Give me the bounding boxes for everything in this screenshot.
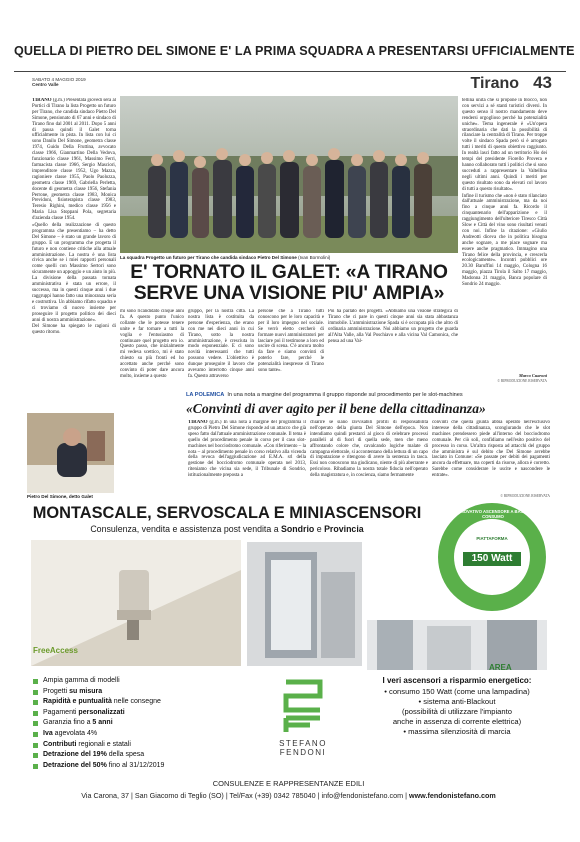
team-photo bbox=[120, 96, 458, 253]
energy-bullet: • consumo 150 Watt (come una lampadina) bbox=[384, 687, 530, 696]
ad-feature: Detrazione del 50% fino al 31/12/2019 bbox=[31, 761, 221, 772]
ad-feature: Pagamenti personalizzati bbox=[31, 708, 221, 719]
article2-title: «Convinti di aver agito per il bene della cittadinanza» bbox=[186, 401, 486, 416]
logo-name2: FENDONI bbox=[279, 748, 327, 757]
advertisement bbox=[27, 500, 550, 800]
badge-top-text: INNOVATIVO ASCENSORE A BASSO CONSUMO bbox=[456, 509, 530, 519]
article1-column3: gruppo, per la nostra città. La nostra lista è costituita da persone d'esperienza, che erano con me nei dieci anni in cui Tirano, sotto la nostra amministrazione, è cresciuta in modo esponenziale. E ci sono novità interessanti che tutti possono vedere. L'obiettivo è dunque proseguire il lavoro che avevamo interrotto cinque anni fa. Questo attraverso bbox=[188, 309, 254, 379]
energy-bullet: • massima silenziosità di marcia bbox=[403, 727, 511, 736]
ad-feature: Rapidità e puntualità nelle consegne bbox=[31, 697, 221, 708]
fendoni-logo-icon bbox=[280, 678, 326, 734]
ad-subtitle: Consulenza, vendita e assistenza post vendita a Sondrio e Provincia bbox=[90, 524, 364, 534]
ad-contacts: Via Carona, 37 | San Giacomo di Teglio (SO) | Tel/Fax (+39) 0342 785040 | info@fendonistefano.com | www.fendonistefano.com bbox=[81, 791, 496, 800]
energy-bullet: (possibilità di utilizzare l'impianto bbox=[402, 707, 512, 716]
team-photo-caption: La squadra Progetto un futuro per Tirano che candida sindaco Pietro Del Simone (Ivan Bormolini) bbox=[120, 255, 331, 260]
portrait-photo-image bbox=[27, 413, 114, 493]
article2-copyright: © RIPRODUZIONE RISERVATA bbox=[500, 494, 550, 498]
energy-bullet: • sistema anti-Blackout bbox=[418, 697, 496, 706]
article2-kicker-text: In una nota a margine del programma il gruppo risponde sul procedimento per le slot-machines bbox=[227, 392, 463, 398]
fendoni-logo bbox=[263, 678, 343, 768]
elevator-image-1 bbox=[247, 542, 362, 666]
ad-feature: Ampia gamma di modelli bbox=[31, 676, 221, 687]
header-rule bbox=[14, 71, 566, 72]
logo-name1: STEFANO bbox=[279, 739, 327, 748]
ad-feature: Progetti su misura bbox=[31, 687, 221, 698]
page-number: 43 bbox=[533, 73, 552, 92]
article2-tag: LA POLEMICA bbox=[186, 392, 225, 398]
article1-column1: TIRANO (g.m.) Presentata giovedì sera al Portici di Tirano la lista Progetto un futuro per Tirano, che candida sindaco Pietro Del Simone, pensionato di 67 anni e sindaco di Tirano fino dal 2001 al 2011. Dopo 5 anni di pausa quindi il Galet torna ufficialmente in pista. In lista con lui ci sono Danilo Del Simone, geometra classe 1974, Guido Della Fruttina, avvocato classe 1966, Gianmartino Della Vedova, funzionario classe 1961, Massimo Ferri, farmacista classe 1966, Sergio Masciori, imprenditore classe 1952, Ugo Mazza, ragioniere classe 1955, Paolo Paolozza, geometra classe 1969, Gabriella Perletta, docente di geometra classe 1956, Stefania Perrone, geometra classe 1983, Monica Previdoni, fisioterapista classe 1983, Teresio Righini, medico classe 1956 e Maria Lisa Stoppani Pola, segretaria d'azienda classe 1954. «Quello della realizzazione di questo programma che presentiamo – ha detto Del Simone – è stato un grande lavoro di gruppo. E un programma che progetta il futuro e non contiene critiche alla attuale amministrazione. La nostra è una lista civica anche se i miei rapporti personali come quelli con Massimo Sertori sono sicuramente un appoggio e un aiuto in più. La divisione della passata tornata amministrativa è stata un errore, il successo, ma in questi cinque anni i due raggruppi hanno fatto una minoranza seria e costruttiva. Un abbiamo rifatto squadra e ci troviamo di nuovo insieme per proseguire il progetto politico dei dieci anni di nostra amministrazione». Del Simone ha spiegato le ragioni di questo ritorno. bbox=[32, 98, 116, 336]
ad-feature: Iva agevolata 4% bbox=[31, 729, 221, 740]
ad-feature-list bbox=[31, 676, 221, 771]
freeaccess-logo: FreeAccess bbox=[33, 646, 78, 655]
energy-bullet: anche in assenza di corrente elettrica) bbox=[392, 717, 522, 726]
article1-signature: Marco Cuaroni bbox=[518, 373, 547, 378]
elevator-photo-2 bbox=[367, 620, 547, 670]
energy-badge bbox=[435, 500, 550, 615]
ad-tagline: CONSULENZE E RAPPRESENTANZE EDILI bbox=[212, 779, 365, 788]
article2-column3: convinti che quella giunta abbia operato nell'esclusivo interesse della cittadinanza, scongiurando che le slot machines prendessero piede all'interno del bocciodromo comunale. Per ciò soli, confidiamo nell'esito positivo del processo in corso. Un'altra risposta ad attacchi del gruppo che amministra è sul debito che Del Simone avrebbe lasciato in Comune: «Se passate per debiti dei pagamenti ancora da effettuare, ma coperti da risorse, allora è corretto. Sarebbe come considerare le uscite e nascondere le entrate». bbox=[432, 420, 550, 479]
portrait-photo-caption: Pietro Del Simone, detto Galet bbox=[27, 494, 93, 499]
article1-column5: Poi ha parlato dei progetti. «Abbiamo una visione strategica di Tirano che ci pare in questi cinque anni sia stata abbastanza immobile. L'amministrazione Spada si è occupata più che altro di ordinaria amministrazione. Noi abbiamo un progetto che guarda all'Alta Valle, alla Val Poschiavo e alla vicina Val Camonica, che pensa ad una Val- bbox=[328, 309, 458, 344]
article2-column1: TIRANO (g.m.) In una nota a margine del programma il gruppo di Pietro Del Simone risponde ad un attacco che già speso fatto dall'attuale amministrazione comunale. Il tema è quello del procedimento penale in corso per il caso slot-machines nel bocciodromo comunale. «Con riferimento – la nota – al procedimento penale in corso relativo alla vicenda della revoca dell'aggiudicazione ad E.M.A. srl della gestione del bocciodromo comunale operata nel 2013, riteniamo che vicina sia sede, il Tribunale di Sondrio, istituzionalmente preposta a bbox=[188, 420, 306, 479]
header-dateline bbox=[32, 77, 86, 88]
elevator-image-2 bbox=[367, 620, 547, 670]
article1-column2: mi sono ricandidato cinque anni fa. A questo punto l'unico collante che le potesse tenere unite e far tornare a tutti la voglia e l'entusiasmo di continuare quel progetto ero io. Questo passo, che inizialmente mi vedeva scettico, mi è stato chiesto su più fronti ed ho accettato anche perché sono convinto di poter dare ancora molto, insieme a questo bbox=[120, 309, 184, 379]
headline-line1: E' TORNATO IL GALET: «A TIRANO bbox=[130, 261, 448, 283]
portrait-photo bbox=[27, 413, 114, 493]
header-edition: Centro Valle bbox=[32, 82, 59, 88]
section-city: Tirano bbox=[470, 75, 520, 92]
header-date: SABATO 4 MAGGIO 2019 bbox=[32, 77, 86, 82]
elevator-photo-1 bbox=[247, 542, 362, 666]
ad-feature: Contributi regionali e statali bbox=[31, 740, 221, 751]
header-section bbox=[470, 73, 552, 93]
ad-feature: Detrazione del 19% della spesa bbox=[31, 750, 221, 761]
energy-title: I veri ascensori a risparmio energetico: bbox=[382, 676, 532, 685]
badge-watt: 150 Watt bbox=[471, 553, 513, 564]
ad-feature: Garanzia fino a 5 anni bbox=[31, 718, 221, 729]
article1-copyright: © RIPRODUZIONE RISERVATA bbox=[497, 379, 547, 383]
article1-column4: persone che a Tirano tutti conoscono per le loro capacità e per il loro impegno nel sociale. Se verrò eletto cercherò di formare nuovi amministratori per lasciare poi il testimone a loro ed uscire di scena. C'è ancora molto da fare e siamo convinti di poterlo fare, perché le potenzialità inespresse di Tirano sono tante». bbox=[258, 309, 324, 374]
headline-line2: SERVE UNA VISIONE PIU' AMPIA» bbox=[133, 282, 445, 304]
page-banner: QUELLA DI PIETRO DEL SIMONE E' LA PRIMA SQUADRA A PRESENTARSI UFFICIALMENTE bbox=[14, 44, 575, 58]
badge-word: PIATTAFORMA bbox=[476, 536, 508, 541]
ad-title: MONTASCALE, SERVOSCALA E MINIASCENSORI bbox=[32, 504, 422, 522]
article2-kicker bbox=[186, 392, 463, 398]
article2-column2: chiarire se siano ravvisabili profili di responsabilità nell'operato della giunta Del Simone dell'epoca. Non intendiamo quindi prestarci al gioco di celebrare processi paralleli al di fuori di quella sede, men che meno affrontando colore che, cavalcando logiche malate di campagna elettorale, si accontentano della lettura di un capo di imputazione e ritengono di avere la sentenza in tasca. Essi non conoscono ma giudicano, niente di più aberrante e pericoloso. Ribadiamo la nostra totale fiducia nell'operato della magistratura e, in coscienza, siamo fermamente bbox=[310, 420, 428, 479]
main-headline bbox=[120, 262, 458, 304]
team-photo-image bbox=[120, 96, 458, 253]
ad-energy-features bbox=[357, 676, 550, 737]
area-logo: AREA bbox=[489, 663, 512, 672]
article1-column6: tellina unita che si propone in blocco, non con servizi a sé stanti turistici diversi. In questo senso il nostro mandamento deve rendersi orgoglioso perché ha potenzialità uniche». Tema ingenerale è «Un'opera straordinaria che dati la possibilità di rilanciare la centralità di Tirano. Per troppe volte il sindaco Spada però si è arrogato tutti i meriti di questo obiettivo raggiunto. In realtà lasci fatto ad un territorio Ho dei tempi del presidente Fiorello Provera e hanno collaborato tutti i politici che si sono succeduti a rappresentare la Valtellina negli ultimi anni. Quindi i meriti per questo risultato sono da elevati col lavoro di tutti a questo risultato». Infine il turismo che «non è stato rilanciato dall'attuale amministrazione, ma da noi fino a cinque anni fa. Ricordo il cinquantenario dell'apparizione e il raggiungimento dell'ulteriore Tiresco Città Slow e Città del vino sono risultati venuti con noi. Infine la citazione: «Giulio Andreotti diceva che in politica bisogna anche sognare, a me piace sognare ma essere anche pragmatico. Immagino una Tirano felice della provincia, e crescerla ecologicamente». Incontri pubblici ore 20.30 Baruffini 14 maggio, Cologna 16 maggio, piazza Tirola il Salto 17 maggio, Madonna 21 maggio, Banca popolare di Sondrio 24 maggio. bbox=[462, 98, 547, 288]
